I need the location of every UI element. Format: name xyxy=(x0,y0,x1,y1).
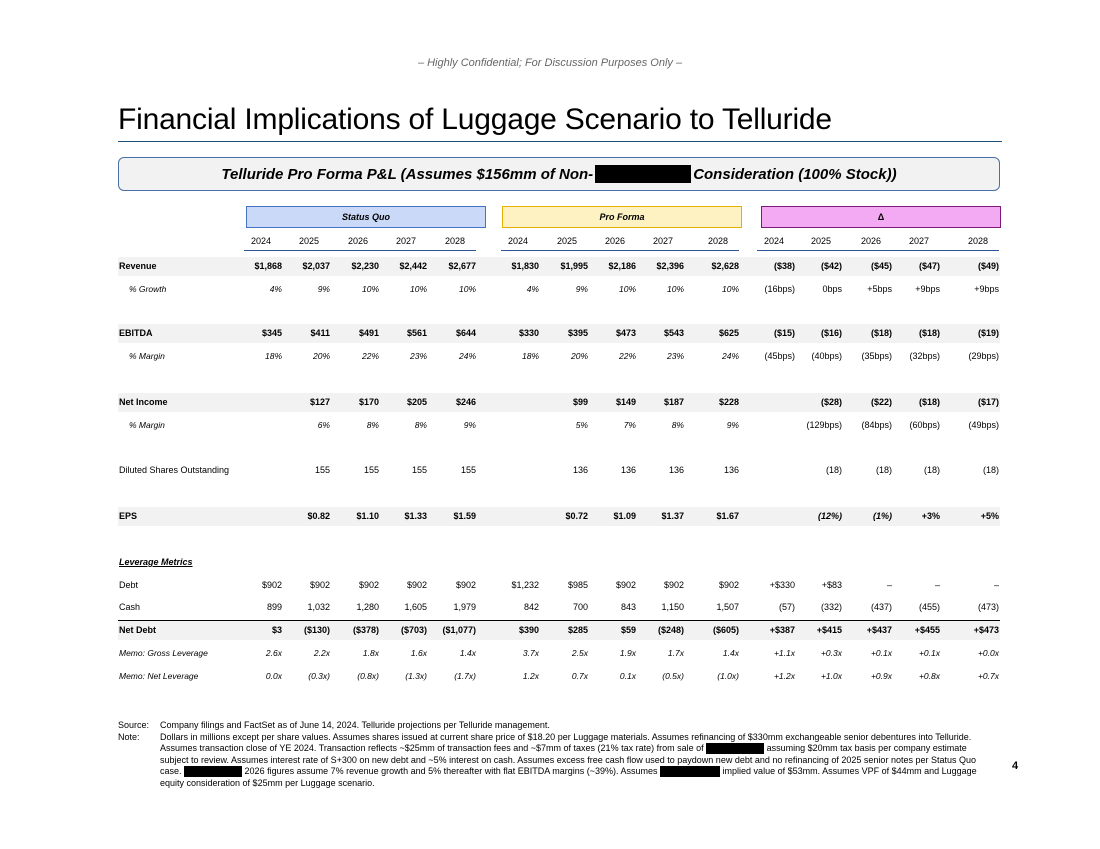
table-cell: $0.82 xyxy=(307,511,330,521)
table-cell: +9bps xyxy=(915,284,940,294)
note-text xyxy=(160,732,988,790)
table-cell: 0.7x xyxy=(571,671,588,681)
table-cell: (18) xyxy=(875,465,892,475)
table-cell: ($15) xyxy=(773,328,795,338)
table-cell: ($378) xyxy=(352,625,379,635)
table-cell: ($703) xyxy=(400,625,427,635)
table-cell: 5% xyxy=(575,420,588,430)
year-header: 2025 xyxy=(298,236,320,246)
table-cell: (18) xyxy=(923,465,940,475)
table-cell: 1.9x xyxy=(619,648,636,658)
table-cell: 23% xyxy=(666,351,684,361)
table-cell: $205 xyxy=(406,397,427,407)
table-cell: 1.4x xyxy=(459,648,476,658)
page-number: 4 xyxy=(1012,760,1019,772)
table-cell: ($49) xyxy=(977,261,999,271)
redaction-box xyxy=(184,766,242,777)
table-cell: (12%) xyxy=(817,511,842,521)
year-header: 2026 xyxy=(860,236,882,246)
table-cell: 899 xyxy=(266,602,282,612)
row-label: Diluted Shares Outstanding xyxy=(119,465,230,475)
source-label: Source: xyxy=(118,720,150,730)
table-cell: +0.9x xyxy=(870,671,892,681)
table-cell: 1,032 xyxy=(307,602,330,612)
table-cell: $902 xyxy=(261,580,282,590)
table-cell: $395 xyxy=(567,328,588,338)
table-cell: $411 xyxy=(310,328,330,338)
table-cell: 7% xyxy=(623,420,636,430)
group-header-status-quo: Status Quo xyxy=(246,206,486,228)
table-cell: ($22) xyxy=(870,397,892,407)
table-cell: $2,230 xyxy=(351,261,379,271)
table-cell: ($17) xyxy=(977,397,999,407)
year-header: 2026 xyxy=(604,236,626,246)
table-cell: $2,628 xyxy=(711,261,739,271)
table-cell: $543 xyxy=(663,328,684,338)
table-cell: $59 xyxy=(620,625,636,635)
table-cell: 155 xyxy=(411,465,427,475)
table-cell: 22% xyxy=(361,351,379,361)
table-cell: $491 xyxy=(358,328,379,338)
table-cell: 2.5x xyxy=(571,648,588,658)
table-cell: (1.0x) xyxy=(717,671,739,681)
note-part-3: 2026 figures assume 7% revenue growth and 5% thereafter with flat EBITDA margins (~39%). Assumes xyxy=(244,766,658,776)
table-cell: (0.3x) xyxy=(308,671,330,681)
table-cell: (40bps) xyxy=(811,351,842,361)
table-cell: 24% xyxy=(458,351,476,361)
table-cell: (18) xyxy=(982,465,999,475)
table-cell: $1,830 xyxy=(511,261,539,271)
table-cell: +$415 xyxy=(816,625,842,635)
table-cell: +9bps xyxy=(974,284,999,294)
table-cell: (35bps) xyxy=(861,351,892,361)
table-cell: $3 xyxy=(271,625,282,635)
table-cell: +0.1x xyxy=(918,648,940,658)
year-header: 2024 xyxy=(250,236,272,246)
table-cell: 9% xyxy=(463,420,476,430)
table-cell: 1,605 xyxy=(404,602,427,612)
table-cell: +0.8x xyxy=(918,671,940,681)
year-header: 2024 xyxy=(507,236,529,246)
note-part-4: implied value of $53mm. Assumes VPF of $44mm and Luggage equity consideration of $25mm per Luggage scenario. xyxy=(160,766,977,788)
table-cell: $187 xyxy=(663,397,684,407)
table-cell: 0bps xyxy=(822,284,842,294)
table-cell: $1.67 xyxy=(716,511,739,521)
table-cell: +5bps xyxy=(867,284,892,294)
note-label: Note: xyxy=(118,731,140,742)
table-cell: (45bps) xyxy=(764,351,795,361)
table-cell: 4% xyxy=(526,284,539,294)
table-cell: 9% xyxy=(726,420,739,430)
table-cell: (1.7x) xyxy=(454,671,476,681)
table-cell: ($28) xyxy=(820,397,842,407)
redaction-box xyxy=(660,766,720,777)
year-header: 2028 xyxy=(967,236,989,246)
table-cell: $625 xyxy=(718,328,739,338)
table-cell: +$387 xyxy=(769,625,795,635)
table-cell: $1.59 xyxy=(453,511,476,521)
table-cell: (332) xyxy=(820,602,842,612)
table-cell: 155 xyxy=(314,465,330,475)
table-cell: (455) xyxy=(918,602,940,612)
table-cell: $644 xyxy=(455,328,476,338)
table-cell: $2,677 xyxy=(448,261,476,271)
table-cell: +0.7x xyxy=(977,671,999,681)
row-label: Leverage Metrics xyxy=(119,557,193,567)
table-cell: $1,868 xyxy=(254,261,282,271)
redaction-box xyxy=(706,743,764,754)
table-cell: $127 xyxy=(309,397,330,407)
banner-text-start: Telluride Pro Forma P&L (Assumes $156mm of Non- xyxy=(221,165,594,183)
table-cell: $149 xyxy=(615,397,636,407)
table-cell: 10% xyxy=(409,284,427,294)
table-cell: $1.37 xyxy=(661,511,684,521)
table-cell: $1,995 xyxy=(560,261,588,271)
table-cell: 23% xyxy=(409,351,427,361)
footnotes xyxy=(118,720,988,789)
table-cell: (437) xyxy=(870,602,892,612)
table-cell: $390 xyxy=(518,625,539,635)
year-header: 2027 xyxy=(652,236,674,246)
table-cell: (49bps) xyxy=(968,420,999,430)
table-cell: $902 xyxy=(406,580,427,590)
table-cell: 155 xyxy=(363,465,379,475)
year-header: 2028 xyxy=(444,236,466,246)
year-header-rule xyxy=(244,250,476,251)
table-cell: $2,442 xyxy=(399,261,427,271)
table-cell: 10% xyxy=(721,284,739,294)
table-cell: 9% xyxy=(317,284,330,294)
row-label: Memo: Net Leverage xyxy=(119,671,199,681)
table-cell: 10% xyxy=(361,284,379,294)
table-cell: +1.0x xyxy=(820,671,842,681)
table-cell: (0.8x) xyxy=(357,671,379,681)
table-cell: 136 xyxy=(668,465,684,475)
table-cell: $1.33 xyxy=(404,511,427,521)
table-cell: 10% xyxy=(666,284,684,294)
banner-text-end: Consideration (100% Stock)) xyxy=(693,165,897,183)
year-header: 2025 xyxy=(810,236,832,246)
table-cell: $2,037 xyxy=(302,261,330,271)
table-cell: 842 xyxy=(523,602,539,612)
table-cell: $902 xyxy=(718,580,739,590)
redaction-box xyxy=(595,165,691,183)
table-cell: (18) xyxy=(825,465,842,475)
table-cell: $285 xyxy=(567,625,588,635)
table-cell: $0.72 xyxy=(565,511,588,521)
table-cell: ($38) xyxy=(773,261,795,271)
table-cell: 2.2x xyxy=(313,648,330,658)
year-header: 2025 xyxy=(556,236,578,246)
table-cell: 1.6x xyxy=(410,648,427,658)
table-cell: 4% xyxy=(269,284,282,294)
table-cell: 18% xyxy=(264,351,282,361)
table-cell: 155 xyxy=(460,465,476,475)
table-cell: (1.3x) xyxy=(405,671,427,681)
table-cell: ($605) xyxy=(712,625,739,635)
table-cell: ($47) xyxy=(918,261,940,271)
table-cell: 1.7x xyxy=(667,648,684,658)
table-cell: $330 xyxy=(518,328,539,338)
table-cell: $246 xyxy=(455,397,476,407)
table-cell: 8% xyxy=(671,420,684,430)
table-cell: $1.09 xyxy=(613,511,636,521)
table-cell: $902 xyxy=(358,580,379,590)
table-cell: (16bps) xyxy=(764,284,795,294)
table-cell: ($1,077) xyxy=(442,625,476,635)
year-header: 2024 xyxy=(763,236,785,246)
table-cell: +1.2x xyxy=(773,671,795,681)
year-header: 2028 xyxy=(707,236,729,246)
row-label: EPS xyxy=(119,511,138,521)
table-cell: ($18) xyxy=(918,328,940,338)
table-cell: $473 xyxy=(615,328,636,338)
group-header-delta: Δ xyxy=(761,206,1001,228)
table-cell: 1.2x xyxy=(522,671,539,681)
table-cell: ($18) xyxy=(870,328,892,338)
table-cell: (1%) xyxy=(872,511,892,521)
table-cell: 18% xyxy=(521,351,539,361)
row-label: % Growth xyxy=(129,284,167,294)
table-cell: +0.1x xyxy=(870,648,892,658)
table-cell: $2,186 xyxy=(608,261,636,271)
table-cell: 6% xyxy=(317,420,330,430)
table-cell: +$83 xyxy=(821,580,842,590)
table-cell: $902 xyxy=(663,580,684,590)
group-header-pro-forma: Pro Forma xyxy=(502,206,742,228)
table-cell: ($248) xyxy=(657,625,684,635)
table-cell: $902 xyxy=(309,580,330,590)
table-cell: +$330 xyxy=(769,580,795,590)
table-cell: 136 xyxy=(620,465,636,475)
table-cell: 2.6x xyxy=(265,648,282,658)
table-cell: (29bps) xyxy=(968,351,999,361)
table-cell: (32bps) xyxy=(909,351,940,361)
table-cell: $985 xyxy=(567,580,588,590)
year-header: 2026 xyxy=(347,236,369,246)
table-cell: 1,150 xyxy=(661,602,684,612)
table-cell: 9% xyxy=(575,284,588,294)
table-cell: +$455 xyxy=(914,625,940,635)
table-cell: 1,280 xyxy=(356,602,379,612)
title-underline xyxy=(118,141,1002,142)
year-header: 2027 xyxy=(395,236,417,246)
table-cell: +$473 xyxy=(973,625,999,635)
table-cell: $1.10 xyxy=(356,511,379,521)
table-cell: $345 xyxy=(261,328,282,338)
table-cell: 1.8x xyxy=(362,648,379,658)
table-cell: ($16) xyxy=(820,328,842,338)
year-header: 2027 xyxy=(908,236,930,246)
table-cell: $561 xyxy=(406,328,427,338)
table-cell: (57) xyxy=(778,602,795,612)
table-cell: 10% xyxy=(458,284,476,294)
row-label: Debt xyxy=(119,580,139,590)
table-cell: 20% xyxy=(312,351,330,361)
table-cell: ($45) xyxy=(870,261,892,271)
table-cell: (0.5x) xyxy=(662,671,684,681)
table-cell: – xyxy=(934,580,940,590)
table-cell: ($18) xyxy=(918,397,940,407)
table-cell: 20% xyxy=(570,351,588,361)
table-cell: – xyxy=(993,580,999,590)
table-cell: 8% xyxy=(366,420,379,430)
table-cell: 136 xyxy=(572,465,588,475)
table-cell: 1,979 xyxy=(453,602,476,612)
table-cell: 843 xyxy=(620,602,636,612)
table-cell: (60bps) xyxy=(909,420,940,430)
row-label: EBITDA xyxy=(119,328,153,338)
table-cell: +1.1x xyxy=(773,648,795,658)
table-cell: (129bps) xyxy=(806,420,842,430)
confidentiality-header: – Highly Confidential; For Discussion Purposes Only – xyxy=(417,57,683,69)
table-cell: ($42) xyxy=(820,261,842,271)
row-label: Cash xyxy=(119,602,141,612)
year-header-rule xyxy=(501,250,739,251)
table-cell: +$437 xyxy=(866,625,892,635)
row-label: Memo: Gross Leverage xyxy=(119,648,208,658)
table-cell: +5% xyxy=(980,511,999,521)
table-cell: 8% xyxy=(414,420,427,430)
table-cell: 24% xyxy=(721,351,739,361)
table-cell: $902 xyxy=(615,580,636,590)
table-cell: 0.0x xyxy=(265,671,282,681)
table-cell: $1,232 xyxy=(511,580,539,590)
row-label: % Margin xyxy=(129,351,165,361)
row-label: % Margin xyxy=(129,420,165,430)
table-cell: +3% xyxy=(921,511,940,521)
table-cell: ($19) xyxy=(977,328,999,338)
table-cell: – xyxy=(886,580,892,590)
net-debt-separator xyxy=(118,620,1000,621)
table-cell: 1.4x xyxy=(722,648,739,658)
table-cell: $99 xyxy=(572,397,588,407)
table-cell: ($130) xyxy=(303,625,330,635)
table-cell: (473) xyxy=(977,602,999,612)
page-title: Financial Implications of Luggage Scenario to Telluride xyxy=(118,103,832,136)
note-part-2: assuming $20mm tax basis per company estimate subject to review. Assumes interest rate of S+300 on new debt and ~5% interest on cash. Assumes excess free cash flow used to paydown new debt and no refinancing of 2025 senior notes per Status Quo case. xyxy=(160,743,976,776)
table-cell: $2,396 xyxy=(656,261,684,271)
table-cell: 0.1x xyxy=(619,671,636,681)
table-cell: $228 xyxy=(718,397,739,407)
table-cell: $170 xyxy=(358,397,379,407)
row-label: Revenue xyxy=(119,261,157,271)
source-text: Company filings and FactSet as of June 14, 2024. Telluride projections per Telluride management. xyxy=(160,720,550,730)
table-cell: 22% xyxy=(618,351,636,361)
table-cell: 1,507 xyxy=(716,602,739,612)
note-part-1: Dollars in millions except per share values. Assumes shares issued at current share price of $18.20 per Luggage materials. Assumes refinancing of $330mm exchangeable senior debentures into Telluride. Assumes transaction close of YE 2024. Transaction reflects ~$25mm of transaction fees and ~$7mm of taxes (21% tax rate) from sale of xyxy=(160,731,972,753)
table-cell: 3.7x xyxy=(522,648,539,658)
table-cell: 136 xyxy=(723,465,739,475)
table-banner xyxy=(118,157,1000,191)
table-cell: +0.0x xyxy=(977,648,999,658)
table-cell: (84bps) xyxy=(861,420,892,430)
table-cell: +0.3x xyxy=(820,648,842,658)
row-label: Net Debt xyxy=(119,625,157,635)
table-cell: 700 xyxy=(572,602,588,612)
table-cell: $902 xyxy=(455,580,476,590)
table-cell: 10% xyxy=(618,284,636,294)
row-label: Net Income xyxy=(119,397,168,407)
year-header-rule xyxy=(757,250,999,251)
